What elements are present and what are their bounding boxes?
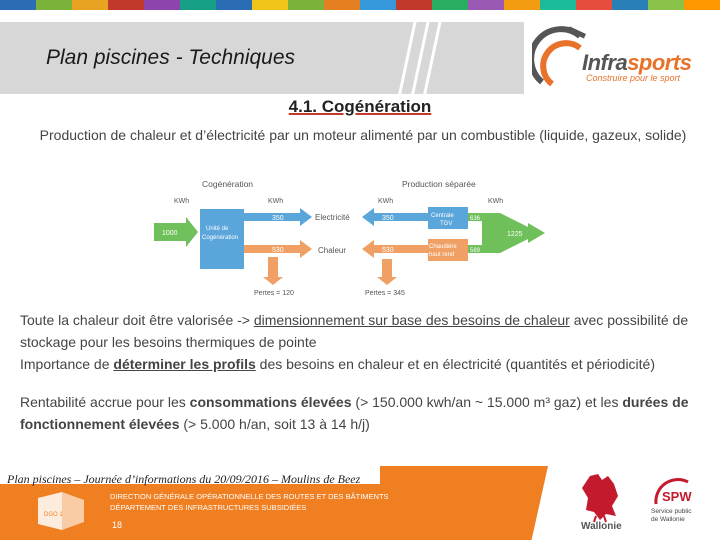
slide-title: Plan piscines - Techniques [46,46,296,69]
section-intro: Production de chaleur et d’électricité par un moteur alimenté par un combustible (liquide, gazeux, solide) [39,127,687,143]
diagram-kwh-mid-right: KWh [378,198,394,205]
dgo-logo-icon [32,490,92,535]
svg-text:haut rend: haut rend [429,252,455,258]
diagram-kwh-mid-left: KWh [268,198,284,205]
boiler-fuel-value: 589 [470,248,481,254]
sep-heat-value: 530 [382,247,394,254]
sep-elec-value: 350 [382,215,394,222]
label-heat: Chaleur [318,246,347,255]
sep-elec-arrow [362,208,430,226]
cogen-elec-value: 350 [272,215,284,222]
cogen-heat-value: 530 [272,247,284,254]
footer-caption: Plan piscines – Journée d’informations du 20/09/2016 – Moulins de Beez [7,472,361,486]
sep-losses: Pertes = 345 [365,290,405,297]
dgo-badge: DGO 1 [44,512,63,518]
svg-text:Cogénération: Cogénération [202,235,239,241]
tgv-fuel-value: 636 [470,216,481,222]
diagram-kwh-right: KWh [488,198,504,205]
paragraph-heat: Toute la chaleur doit être valorisée -> dimensionnement sur base des besoins de chaleur avec possibilité de stockage pour les besoins thermiques de pointe [20,312,689,350]
diagram-kwh-left: KWh [174,198,190,205]
cogen-input-value: 1000 [162,230,178,237]
label-electricity: Electricité [315,213,350,222]
wallonie-label: Wallonie [581,521,622,532]
section-heading: 4.1. Cogénération [288,97,432,116]
dgo-department: DIRECTION GÉNÉRALE OPÉRATIONNELLE DES ROUTES ET DES BÂTIMENTS DÉPARTEMENT DES INFRASTRUCTURES SUBSIDIÉES [110,492,389,512]
paragraph-profiles: Importance de déterminer les profils des besoins en chaleur et en électricité (quantités et périodicité) [20,356,656,372]
svg-text:Unité de: Unité de [206,226,229,232]
sep-heat-arrow [362,240,430,258]
sep-input-value: 1225 [507,231,523,238]
svg-text:TGV: TGV [440,221,453,227]
cogen-losses: Pertes = 120 [254,290,294,297]
body-text [20,309,700,435]
svg-text:Centrale: Centrale [431,213,454,219]
logo-tagline: Construire pour le sport [586,73,681,83]
svg-text:Chaudière: Chaudière [429,244,457,250]
spw-subtitle: Service public de Wallonie [651,508,692,523]
top-color-stripe [0,0,720,10]
logo-wordmark: Infrasports [582,50,692,75]
diagram-label-cogen: Cogénération [202,179,254,189]
paragraph-profitability: Rentabilité accrue pour les consommations élevées (> 150.000 kwh/an ~ 15.000 m³ gaz) et les durées de fonctionnement élevées (> 5.000 h/an, soit 13 à 14 h/j) [20,394,689,432]
cogen-loss-arrow [263,257,283,285]
cogeneration-diagram [150,175,550,300]
spw-label: SPW [662,489,692,504]
page-number: 18 [112,520,123,530]
sep-loss-arrow [377,259,397,285]
diagram-label-separate: Production séparée [402,179,476,189]
spw-logo-icon [648,476,714,536]
